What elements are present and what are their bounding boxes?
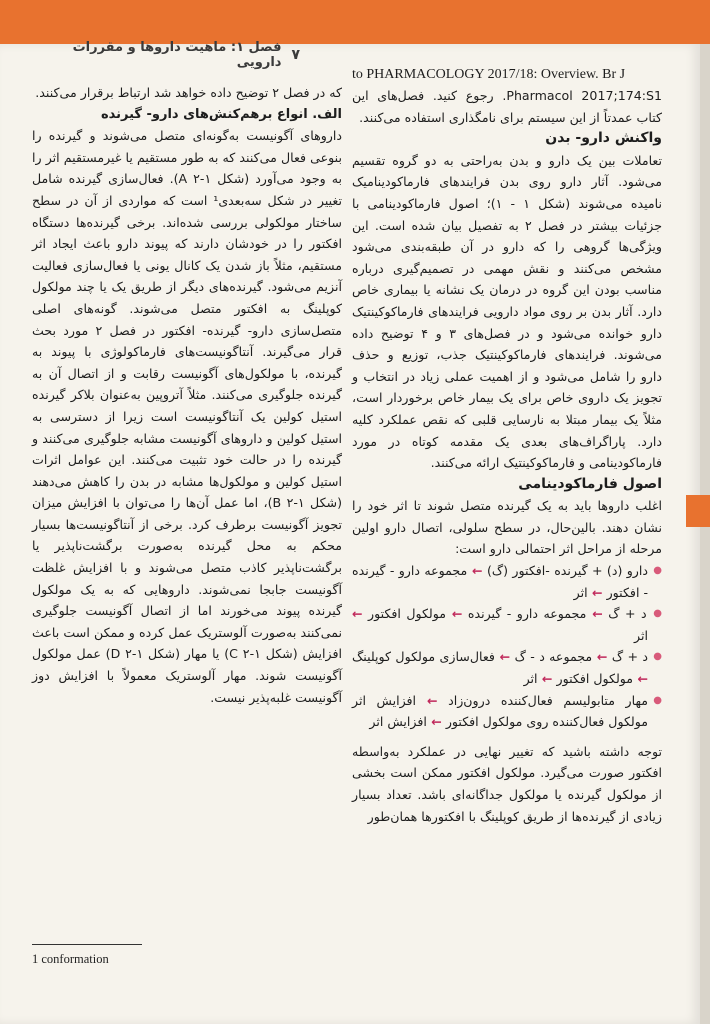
arrow-icon: ← [426, 714, 442, 730]
arrow-icon: ← [494, 649, 511, 665]
bullet-term: د + گ [608, 606, 647, 622]
arrow-icon: ← [416, 692, 438, 708]
arrow-icon: ← [446, 606, 463, 622]
bullet-term: فعال‌سازی مولکول کوپلینگ [352, 649, 495, 665]
arrow-icon: ← [467, 563, 483, 579]
paragraph-closing: توجه داشته باشید که تغییر نهایی در عملکرد به‌واسطه افکتور صورت می‌گیرد. مولکول افکتور ممکن است بخشی از مولکول گیرنده یا مولکول جداگانه‌ای باشد. تعداد بسیار زیادی از گیرنده‌ها از طریق کوپلینگ با افکتورها همان‌طور [352, 743, 662, 824]
running-header [60, 40, 300, 70]
bullet-term: افزایش اثر مولکول فعال‌کننده روی مولکول افکتور [352, 692, 648, 730]
bullet-term: افزایش اثر [369, 714, 427, 730]
page-edge [700, 44, 710, 1024]
right-column [352, 65, 662, 827]
bullet-term: مجموعه دارو - گیرنده [467, 606, 587, 622]
mechanism-bullet [352, 603, 662, 646]
section-heading-pharmacodynamics: اصول فارماکودینامی [518, 475, 662, 492]
page-number: ۷ [291, 47, 300, 63]
chapter-title: فصل ۱: ماهیت داروها و مقررات دارویی [72, 40, 282, 70]
bullet-term: مولکول افکتور [368, 606, 447, 622]
arrow-icon: ← [352, 606, 363, 622]
arrow-icon: ← [587, 584, 603, 600]
footnote-rule [32, 944, 142, 945]
bullet-term: اثر [573, 584, 588, 600]
paragraph-interactions: داروهای آگونیست به‌گونه‌ای متصل می‌شوند و گیرنده را بنوعی فعال می‌کنند که به طور مستقیم یا غیرمستقیم اثر را به وجود می‌آورد (شکل ۱-۲ A). فعال‌سازی گیرنده شامل تغییر در شکل سه‌بعدی¹ است که مواردی از آن در سطح ساختار مولکولی بررسی شده‌اند. برخی گیرنده‌ها دستگاه افکتور را در خودشان دارند که پیوند دارو باعث ایجاد اثر مستقیم، مثلاً باز شدن یک کانال یونی یا فعال‌سازی فعالیت آنزیم می‌شود. گیرنده‌های دیگر از طریق یک یا چند مولکول کوپلینگ به افکتور متصل می‌شوند. گونه‌های اصلی متصل‌سازی دارو- گیرنده- افکتور در فصل ۲ مورد بحث قرار می‌گیرند. آنتاگونیست‌های فارماکولوژی با پیوند به گیرنده، با مولکول‌های آگونیست رقابت و از اتصال آن به گیرنده جلوگیری می‌کنند. مثلاً آتروپین به‌عنوان بلاکر گیرنده استیل کولین یک آنتاگونیست است زیرا از دسترسی به استیل کولین و داروهای آگونیست مشابه جلوگیری می‌کنند و گیرنده را در حالت خود تثبیت می‌کنند. این عوامل اثرات استیل کولین و مولکول‌ها مشابه در بدن را کاهش می‌دهند (شکل ۱-۲ B)، اما عمل آن‌ها را می‌توان با افزایش میزان تجویز آگونیست برطرف کرد. برخی از آنتاگونیست‌ها بسیار محکم به محل گیرنده به‌صورت برگشت‌ناپذیر یا برگشت‌ناپذیر کاذب متصل می‌شوند و با افزایش غلظت آگونیست جابجا نمی‌شوند. داروهایی که به یک مولکول گیرنده پیوند می‌خورند اما از اتصال آگونیست جلوگیری نمی‌کنند به‌صورت آلوستریک عمل کرده و ممکن است باعث افزایش (شکل ۱-۲ C) یا مهار (شکل ۱-۲ D) عمل مولکول آگونیست شوند. مهار آلوستریک معمولاً با افزایش دوز آگونیست غلبه‌پذیر نیست. [32, 128, 342, 705]
bullet-term: مجموعه د - گ [514, 649, 593, 665]
arrow-icon: ← [633, 671, 648, 687]
bullet-term: اثر [523, 671, 538, 687]
mechanism-bullet [352, 560, 662, 603]
left-column [32, 82, 342, 708]
reference-line: to PHARMACOLOGY 2017/18: Overview. Br J [352, 67, 626, 82]
bullet-term: مهار متابولیسم فعال‌کننده درون‌زاد [448, 692, 648, 708]
bullet-term: مجموعه دارو - گیرنده - افکتور [352, 563, 648, 600]
section-heading-drug-body: واکنش دارو- بدن [545, 130, 662, 147]
bullet-term: د + گ [611, 649, 648, 665]
reference-continuation: Pharmacol 2017;174:S1. رجوع کنید. فصل‌های این کتاب عمدتاً از این سیستم برای نامگذاری استفاده می‌کنند. [352, 88, 662, 125]
mechanism-bullet [352, 690, 662, 733]
paragraph-drug-body: تعاملات بین یک دارو و بدن به‌راحتی به دو گروه تقسیم می‌شود. آثار دارو روی بدن فرایندهای فارماکودینامیک نامیده می‌شوند (شکل ۱ - ۱)؛ اصول فارماکودینامی با جزئیات بیشتر در فصل ۲ به تفصیل بیان شده است. این ویژگی‌ها گروهی را که دارو در آن طبقه‌بندی می‌شود مشخص می‌کنند و نقش مهمی در تصمیم‌گیری درباره مناسب بودن این گروه در درمان یک نشانه یا بیماری خاص دارد. آثار بدن بر روی مواد دارویی فرایندهای فارماکوکینتیک دارو خوانده می‌شود و در فصل‌های ۳ و ۴ توضیح داده می‌شوند. فرایندهای فارماکوکینتیک جذب، توزیع و حذف دارو را شامل می‌شود و از اهمیت عملی زیاد در انتخاب و تجویز یک داروی خاص برای یک بیمار خاص برخوردار است، مثلاً یک بیمار مبتلا به نارسایی قلبی که نقص عملکرد کلیه دارد. پاراگراف‌های بعدی یک مقدمه کوتاه در مورد فارماکودینامی و فارماکوکینتیک ارائه می‌کنند. [352, 152, 662, 471]
bullet-term: دارو (د) + گیرنده -افکتور (گ) [486, 563, 648, 579]
arrow-icon: ← [592, 649, 608, 665]
bullet-term: مولکول افکتور [556, 671, 634, 687]
mechanism-bullet [352, 646, 662, 689]
bullet-term: اثر [634, 627, 648, 643]
arrow-icon: ← [586, 606, 603, 622]
paragraph-pharmacodynamics: اغلب داروها باید به یک گیرنده متصل شوند تا اثر خود را نشان دهند. بالین‌حال، در سطح سلولی، اتصال دارو اولین مرحله از مراحل اثر احتمالی دارو است: [352, 498, 662, 557]
arrow-icon: ← [537, 671, 553, 687]
paragraph-intro: که در فصل ۲ توضیح داده خواهد شد ارتباط برقرار می‌کنند. [35, 85, 342, 100]
subsection-heading: الف. انواع برهم‌کنش‌های دارو- گیرنده [100, 106, 342, 122]
chapter-side-tab [686, 495, 710, 527]
footnote: 1 conformation [32, 952, 109, 966]
